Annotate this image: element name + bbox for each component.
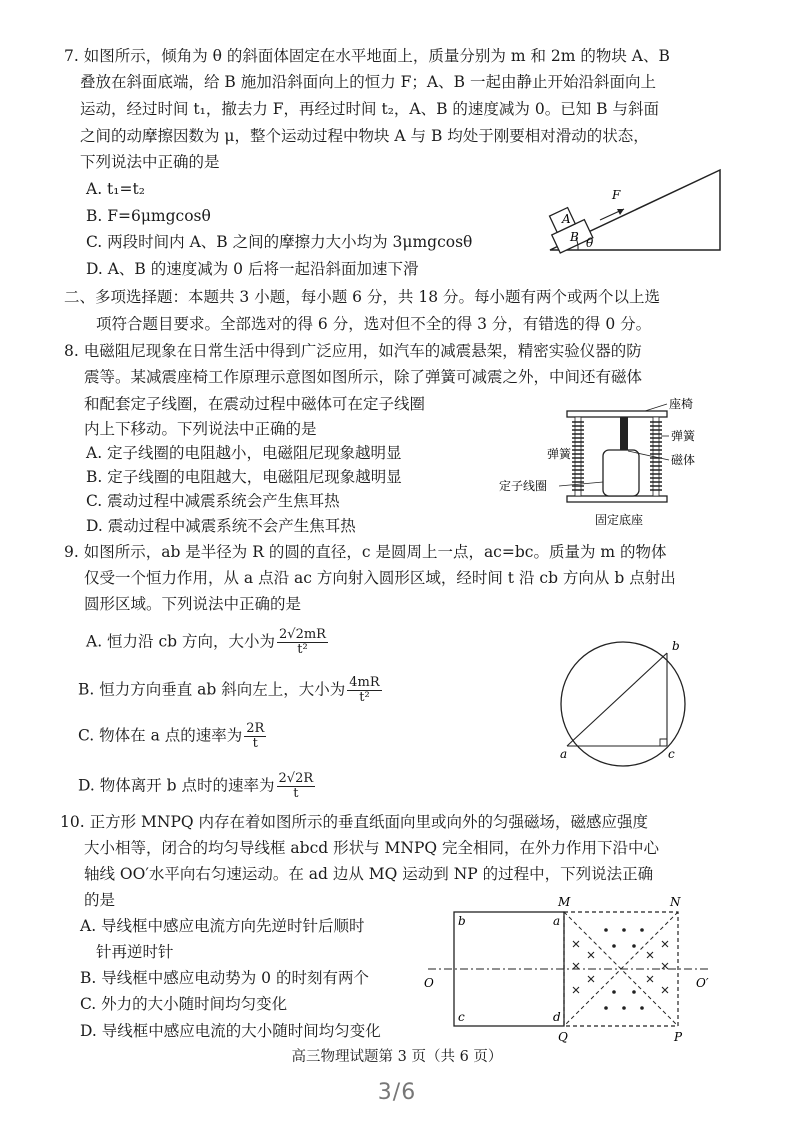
q7-fig-label-theta: θ xyxy=(586,236,594,250)
q7-incline-figure xyxy=(540,165,730,255)
q8-fig-spring-right-label: 弹簧 xyxy=(671,429,696,443)
q8-line-3: 和配套定子线圈，在震动过程中磁体可在定子线圈 xyxy=(84,395,426,413)
q10-fig-label-q: Q xyxy=(558,1030,568,1044)
q9-circle-figure xyxy=(536,634,706,770)
q7-fig-label-a: A xyxy=(562,212,571,226)
section2-line-1: 二、多项选择题：本题共 3 小题，每小题 6 分，共 18 分。每小题有两个或两个以上选 xyxy=(64,288,661,306)
q8-option-d: D. 震动过程中减震系统不会产生焦耳热 xyxy=(86,517,356,535)
q9-option-a-fraction xyxy=(277,628,328,657)
q10-line-2: 大小相等，闭合的均匀导线框 abcd 形状与 MNPQ 完全相同，在外力作用下沿中心 xyxy=(84,839,660,857)
q7-option-d: D. A、B 的速度减为 0 后将一起沿斜面加速下滑 xyxy=(86,260,419,278)
q8-line-1: 8. 电磁阻尼现象在日常生活中得到广泛应用，如汽车的减震悬架，精密实验仪器的防 xyxy=(64,342,642,360)
q9-option-c-text: C. 物体在 a 点的速率为 xyxy=(78,726,243,745)
q10-option-c: C. 外力的大小随时间均匀变化 xyxy=(80,995,288,1013)
q10-fig-label-c: c xyxy=(458,1010,465,1024)
q9-option-a xyxy=(86,628,330,657)
q9-option-c-fraction xyxy=(244,722,266,751)
q9-option-b-fraction xyxy=(347,676,381,705)
q10-line-3: 轴线 OO′水平向右匀速运动。在 ad 边从 MQ 运动到 NP 的过程中，下列说法正确 xyxy=(84,865,654,883)
q10-fig-label-n: N xyxy=(670,895,681,909)
q9-option-d-fraction xyxy=(277,772,316,801)
q10-option-a-line-1: A. 导线框中感应电流方向先逆时针后顺时 xyxy=(80,917,365,935)
page-footer: 高三物理试题第 3 页（共 6 页） xyxy=(291,1049,503,1065)
q10-fig-label-d: d xyxy=(553,1010,561,1024)
q7-line-3: 运动，经过时间 t₁，撤去力 F，再经过时间 t₂，A、B 的速度减为 0。已知 B 与斜面 xyxy=(80,100,659,118)
q10-field-crosses xyxy=(573,941,668,993)
q7-line-1: 7. 如图所示，倾角为 θ 的斜面体固定在水平地面上，质量分别为 m 和 2m 的物块 A、B xyxy=(64,47,670,65)
q9-fig-label-b: b xyxy=(672,639,680,653)
q9-fig-label-a: a xyxy=(560,747,568,761)
q10-option-b: B. 导线框中感应电动势为 0 的时刻有两个 xyxy=(80,969,369,987)
q8-line-2: 震等。某减震座椅工作原理示意图如图所示，除了弹簧可减震之外，中间还有磁体 xyxy=(84,368,643,386)
q9-option-b-denominator: t² xyxy=(359,690,370,705)
q9-fig-label-c: c xyxy=(668,747,675,761)
q7-option-b: B. F=6μmgcosθ xyxy=(86,207,211,225)
q9-line-1: 9. 如图所示，ab 是半径为 R 的圆的直径，c 是圆周上一点，ac=bc。质量为 m 的物体 xyxy=(64,543,667,561)
q10-fig-label-b: b xyxy=(458,914,466,928)
q7-fig-label-b: B xyxy=(570,230,579,244)
q9-line-3: 圆形区域。下列说法中正确的是 xyxy=(84,595,302,613)
q10-line-1: 10. 正方形 MNPQ 内存在着如图所示的垂直纸面向里或向外的匀强磁场，磁感应强度 xyxy=(60,813,649,831)
q9-option-d-text: D. 物体离开 b 点时的速率为 xyxy=(78,776,275,795)
q8-fig-spring-left-label: 弹簧 xyxy=(547,447,572,461)
q8-fig-base-label: 固定底座 xyxy=(595,513,644,527)
page-indicator: 3/6 xyxy=(377,1080,417,1105)
q7-option-c: C. 两段时间内 A、B 之间的摩擦力大小均为 3μmgcosθ xyxy=(86,233,473,251)
q8-fig-seat-label: 座椅 xyxy=(669,397,694,411)
q7-fig-label-f: F xyxy=(612,188,621,202)
q8-option-c: C. 震动过程中减震系统会产生焦耳热 xyxy=(86,492,340,510)
q7-line-2: 叠放在斜面底端，给 B 施加沿斜面向上的恒力 F；A、B 一起由静止开始沿斜面向上 xyxy=(80,73,656,91)
q10-option-d: D. 导线框中感应电流的大小随时间均匀变化 xyxy=(80,1022,381,1040)
q10-fig-label-p: P xyxy=(674,1030,683,1044)
q9-option-d-numerator: 2√2R xyxy=(278,771,314,786)
q9-option-d-denominator: t xyxy=(293,786,299,801)
q8-line-4: 内上下移动。下列说法中正确的是 xyxy=(84,420,317,438)
q10-fig-label-m: M xyxy=(558,895,571,909)
q9-option-b-text: B. 恒力方向垂直 ab 斜向左上，大小为 xyxy=(78,680,346,699)
q9-option-c-numerator: 2R xyxy=(246,721,265,736)
q9-option-a-numerator: 2√2mR xyxy=(279,627,326,642)
q9-option-b-numerator: 4mR xyxy=(349,675,380,690)
q7-line-5: 下列说法中正确的是 xyxy=(80,153,220,171)
section2-line-2: 项符合题目要求。全部选对的得 6 分，选对但不全的得 3 分，有错选的得 0 分。 xyxy=(96,315,652,333)
q7-option-a: A. t₁=t₂ xyxy=(86,180,145,198)
q8-option-b: B. 定子线圈的电阻越大，电磁阻尼现象越明显 xyxy=(86,468,402,486)
q9-option-b xyxy=(78,676,384,705)
q10-fig-label-a: a xyxy=(553,914,561,928)
q10-option-a-line-2: 针再逆时针 xyxy=(96,943,174,961)
q8-fig-magnet-label: 磁体 xyxy=(671,453,696,467)
q9-option-d xyxy=(78,772,317,801)
q9-option-a-denominator: t² xyxy=(297,642,308,657)
q9-option-c xyxy=(78,722,268,751)
q8-fig-coil-label: 定子线圈 xyxy=(499,479,548,493)
q9-option-c-denominator: t xyxy=(252,736,258,751)
q10-line-4: 的是 xyxy=(84,891,116,909)
q9-line-2: 仅受一个恒力作用，从 a 点沿 ac 方向射入圆形区域，经时间 t 沿 cb 方向从 b 点射出 xyxy=(84,569,676,587)
q8-option-a: A. 定子线圈的电阻越小，电磁阻尼现象越明显 xyxy=(86,444,402,462)
q10-field-figure xyxy=(418,892,718,1044)
q10-fig-label-o-prime: O′ xyxy=(696,976,709,990)
q7-line-4: 之间的动摩擦因数为 μ，整个运动过程中物块 A 与 B 均处于刚要相对滑动的状态， xyxy=(80,127,649,145)
q10-fig-label-o: O xyxy=(424,976,434,990)
q9-option-a-text: A. 恒力沿 cb 方向，大小为 xyxy=(86,632,276,651)
q8-seat-figure xyxy=(495,396,725,534)
